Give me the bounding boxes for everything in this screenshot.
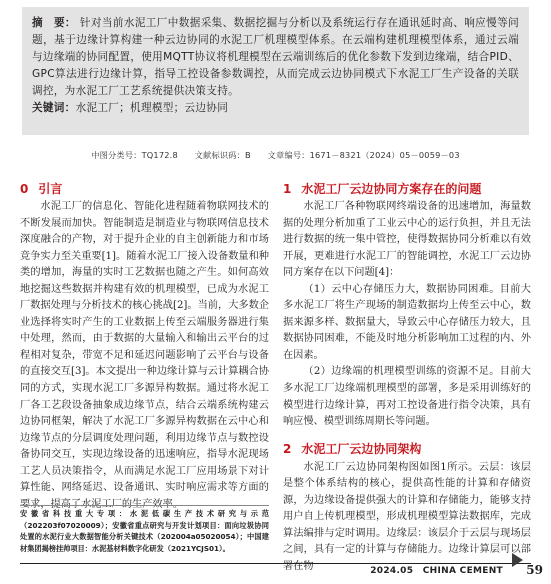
journal-name: CHINA CEMENT (422, 566, 503, 576)
abstract-box (22, 7, 529, 135)
section-2-heading (283, 439, 531, 460)
section-1-paragraph-2: （1）云中心存储压力大，数据协同困难。目前大多水泥工厂将生产现场的制造数据均上传至云中心，数据来源多样、数据量大，导致云中心存储压力较大，且数据协同困难，不能及时地分析影响加工过程的内、外在因素。 (283, 283, 531, 361)
right-column (283, 178, 531, 575)
section-0-title: 引言 (38, 181, 63, 196)
section-1-number: 1 (283, 181, 292, 196)
running-footer (364, 566, 503, 576)
clc-number: 中图分类号：TQ172.8 (91, 150, 178, 160)
footer-divider (20, 563, 531, 564)
funding-divider (20, 505, 269, 506)
abstract-label: 摘 要： (32, 17, 76, 29)
abstract-body: 针对当前水泥工厂中数据采集、数据挖掘与分析以及系统运行存在通讯延时高、响应慢等问题，基于边缘计算构建一种云边协同的水泥工厂机理模型体系。在云端构建机理模型体系，通过云端与边缘端的协同配置，使用MQTT协议将机理模型在云端训练后的优化参数下发到边缘端，结合PID、GPC算法进行边缘计算，指导工控设备参数调控，从而完成云边协同模式下水泥工厂生产设备的关联调控，为水泥工厂工艺系统提供决策支持。 (32, 17, 519, 97)
section-2-title: 水泥工厂云边协同架构 (301, 442, 422, 457)
left-column (20, 178, 269, 513)
section-0-number: 0 (20, 181, 29, 196)
issue-date: 2024.05 (370, 566, 414, 576)
section-2-paragraph: 水泥工厂云边协同架构图如图1所示。云层：该层是整个体系结构的核心，提供高性能的计算和存储资源，为边缘设备提供强大的计算和存储能力，能够支持用户自上传机理模型，形成机理模型算法数据库，完成算法编排与定时调用。边缘层：该层介于云层与现场层之间，具有一定的计算与存储能力。边缘计算层可以部署在物 (283, 461, 531, 572)
section-1-title: 水泥工厂云边协同方案存在的问题 (301, 181, 482, 196)
abstract-text (32, 15, 519, 100)
section-1-paragraph-3: （2）边缘端的机理模型训练的资源不足。目前大多水泥工厂边缘端机理模型的部署，多是采用训练好的模型进行边缘计算，再对工控设备进行指令决策，具有响应慢、模型训练周期长等问题。 (283, 366, 531, 428)
page-number: 59 (526, 563, 543, 577)
funding-note: 安徽省科技重大专项：水泥低碳生产技术研究与示范（202203f07020009）；安徽省重点研究与开发计划项目：面向垃圾协同处置的水泥行业大数据智能分析关键技术（202004a05020054）；中国建材集团揭榜挂帅项目：水泥基材料数字化研发（2021YCJS01）。 (20, 509, 269, 553)
keywords-line (32, 100, 519, 117)
classification-line (0, 150, 551, 161)
page-tab-icon (512, 553, 523, 567)
keywords-text: 水泥工厂；机理模型；云边协同 (75, 102, 229, 114)
keywords-label: 关键词： (32, 102, 76, 114)
document-code: 文献标识码：B (194, 150, 251, 160)
section-2-number: 2 (283, 442, 292, 457)
section-0-heading (20, 178, 269, 199)
section-1-heading (283, 178, 531, 199)
article-number: 文章编号：1671－8321（2024）05－0059－03 (267, 150, 460, 160)
section-1-paragraph-1: 水泥工厂各种物联网终端设备的迅速增加，海量数据的处理分析加重了工业云中心的运行负担，并且无法进行数据的统一集中管控，使得数据协同分析难以有效开展，更难进行水泥工厂的智能调控，水泥工厂云边协同方案存在以下问题[4]： (283, 201, 531, 279)
section-0-paragraph: 水泥工厂的信息化、智能化进程随着物联网技术的不断发展而加快。智能制造是制造业与物联网信息技术深度融合的产物，对于提升企业的自主创新能力和市场竞争实力至关重要[1]。随着水泥工厂接入设备数量和种类的增加，海量的实时工艺数据也随之产生。如何高效地挖掘这些数据并构建有效的机理模型，已成为水泥工厂数据处理与分析技术的核心挑战[2]。当前，大多数企业选择将实时产生的工业数据上传至云端服务器进行集中处理，然而，由于数据的大量输入和输出云平台的过程相对复杂，带宽不足和延迟问题影响了云平台与设备的直接交互[3]。本文提出一种边缘计算与云计算耦合协同的方式，实现水泥工厂多源异构数据。通过将水泥工厂各工艺段设备抽象成边缘节点，结合云端系统构建云边协同框架，解决了水泥工厂多源异构数据在云中心和边缘节点的分层调度处理问题，利用边缘节点与数控设备协同交互，实现边缘设备的迅速响应，指导水泥现场工艺人员决策指令，从而满足水泥工厂应用场景下对计算性能、网络延迟、设备通讯、实时响应需求等方面的要求，提高了水泥工厂的生产效率。 (20, 201, 269, 510)
